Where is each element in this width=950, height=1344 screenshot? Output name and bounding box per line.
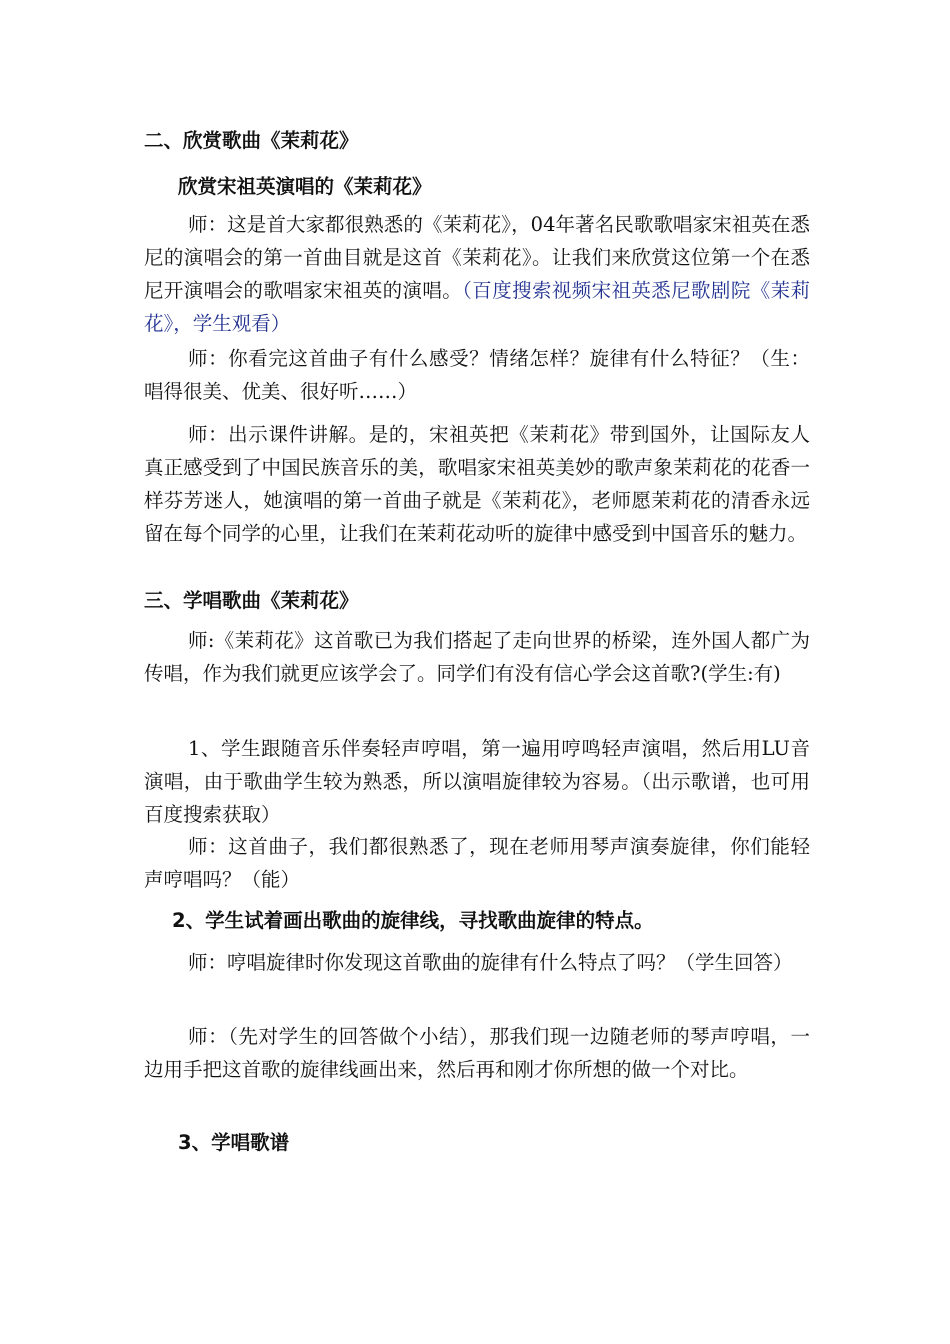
paragraph-courseware: 师：出示课件讲解。是的，宋祖英把《茉莉花》带到国外，让国际友人真正感受到了中国民族音乐的美，歌唱家宋祖英美妙的歌声象茉莉花的花香一样芬芳迷人，她演唱的第一首曲子就是《茉莉花》，老师愿茉莉花的清香永远留在每个同学的心里，让我们在茉莉花动听的旋律中感受到中国音乐的魅力。 — [144, 423, 810, 545]
paragraph-melody-features: 师：哼唱旋律时你发现这首歌曲的旋律有什么特点了吗？（学生回答） — [188, 951, 793, 974]
subheading-step-3: 3、学唱歌谱 — [178, 1131, 290, 1154]
paragraph-step-1: 1、学生跟随音乐伴奏轻声哼唱，第一遍用哼鸣轻声演唱，然后用LU音演唱，由于歌曲学生较为熟悉，所以演唱旋律较为容易。（出示歌谱，也可用百度搜索获取） — [144, 737, 810, 826]
section-heading-learn: 三、学唱歌曲《茉莉花》 — [144, 589, 359, 612]
paragraph-intro — [144, 208, 810, 340]
paragraph-intro-note: （百度搜索视频宋祖英悉尼歌剧院《茉莉花》，学生观看） — [144, 279, 810, 335]
paragraph-bridge: 师:《茉莉花》这首歌已为我们搭起了走向世界的桥梁，连外国人都广为传唱，作为我们就更应该学会了。同学们有没有信心学会这首歌?(学生:有) — [144, 629, 810, 685]
paragraph-piano-melody: 师：这首曲子，我们都很熟悉了，现在老师用琴声演奏旋律，你们能轻声哼唱吗？（能） — [144, 835, 810, 891]
subheading-listen: 欣赏宋祖英演唱的《茉莉花》 — [178, 175, 432, 198]
paragraph-draw-melody-line: 师：（先对学生的回答做个小结），那我们现一边随老师的琴声哼唱，一边用手把这首歌的旋律线画出来，然后再和刚才你所想的做一个对比。 — [144, 1025, 810, 1081]
paragraph-intro-text: 师：这是首大家都很熟悉的《茉莉花》，04年著名民歌歌唱家宋祖英在悉尼的演唱会的第一首曲目就是这首《茉莉花》。让我们来欣赏这位第一个在悉尼开演唱会的歌唱家宋祖英的演唱。 — [144, 213, 810, 302]
section-heading-appreciate: 二、欣赏歌曲《茉莉花》 — [144, 129, 359, 152]
subheading-step-2: 2、学生试着画出歌曲的旋律线，寻找歌曲旋律的特点。 — [172, 909, 654, 932]
paragraph-feeling-question: 师：你看完这首曲子有什么感受？情绪怎样？旋律有什么特征？（生：唱得很美、优美、很好听……） — [144, 347, 810, 403]
